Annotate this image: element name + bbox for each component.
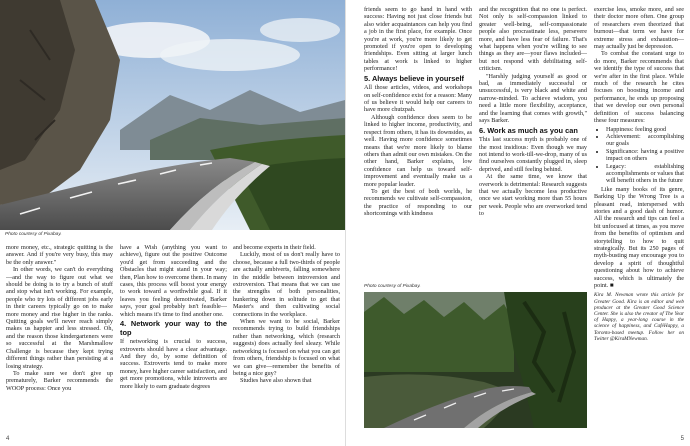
photo-credit: Photo courtesy of Pixabay. [364, 284, 421, 289]
paragraph: more money, etc., strategic quitting is the answer. And if you're very busy, this may be the only answer." [6, 244, 113, 266]
paragraph: In other words, we can't do everything—and the way to figure out what we should be doing is to try a bunch of stuff and stop what isn't working. For example, people who try lots of different jobs early in their careers typically go on to make more money and rise higher in the ranks. Quitting goals we'll never reach simply makes us happier and less stressed. Oh, and the reason those kindergarteners were so successful at the Marshmallow Challenge is because they kept trying different things rather than persisting at a losing strategy. [6, 266, 113, 370]
section-heading: 4. Network your way to the top [120, 319, 227, 337]
right-column-3 [594, 6, 684, 434]
list-item: • Achievement: accomplishing our goals [606, 133, 684, 148]
paragraph: This last success myth is probably one of the most insidious: Even though we may not intend to work-till-we-drop, many of us find ourselves constantly plugged in, sleep deprived, and still feeling behind. [479, 136, 587, 173]
paragraph: have a Wish (anything you want to achieve), figure out the positive Outcome you'd get from succeeding and the Obstacles that might stand in your way; then, Plan how to overcome them. In many cases, this process will boost your energy to work toward a worthwhile goal. If it leaves you feeling demotivated, Barker says, your goal probably isn't feasible—which means it's time to find another one. [120, 244, 227, 318]
section-heading: 5. Always believe in yourself [364, 73, 464, 83]
paragraph: Studies have also shown that [240, 377, 312, 385]
paragraph: All those articles, videos, and workshops on self-confidence exist for a reason: Many of us believe it would help our careers to have more chutzpah. [364, 84, 472, 114]
page-number: 4 [6, 436, 10, 442]
right-page [346, 0, 690, 446]
paragraph: At the same time, we know that overwork is detrimental: Research suggests that we actually become less productive once we start working more than 55 hours per week. People who are overworked tend to [479, 173, 587, 218]
paragraph: "Harshly judging yourself as good or bad, as immediately successful or unsuccessful, is very black and white and narrow-minded. To achieve wisdom, you need a little more flexibility, acceptance, and the learning that comes with growth," says Barker. [479, 72, 587, 125]
paragraph: To get the best of both worlds, he recommends we cultivate self-compassion, the practice of responding to our shortcomings with kindness [364, 187, 472, 218]
paragraph: To combat the constant urge to do more, Barker recommends that we identify the type of success that we're after in the first place. While much of the research he cites focuses on boosting income and performance, he ends up proposing that we develop our own personal definition of success balancing these four measures: [594, 50, 684, 125]
mountain-road-photo [0, 0, 345, 230]
list-item: • Significance: having a positive impact on others [606, 148, 684, 163]
paragraph: When we want to be social, Barker recommends trying to build friendships rather than networking, which (research suggests) does actually feel sleazy. While networking is focused on what you can get from others, friendship is focused on what we can give—remember the benefits of being a nice guy? [233, 318, 340, 377]
list-item: • Legacy: establishing accomplishments or values that will benefit others in the future [606, 163, 684, 185]
paragraph: To make sure we don't give up prematurely, Barker recommends the WOOP process: Once you [6, 369, 113, 392]
paragraph: friends seem to go hand in hand with success: Having not just close friends but also wider acquaintances can help you find a job in the first place, for example. Once you're at work, you're more likely to get promoted if you're open to developing friendships. Even sitting at larger lunch tables at work is linked to higher performance! [364, 6, 472, 73]
page-number: 5 [680, 436, 684, 442]
paragraph: and the recognition that no one is perfect. Not only is self-compassion linked to greater well-being, self-compassionate people also procrastinate less, persevere more, and have less fear of failure. That's what happens when you're willing to see things as they are—your flaws included—but not respond with debilitating self-criticism. [479, 6, 587, 73]
paragraph: Luckily, most of us don't really have to choose, because a full two-thirds of people are actually ambiverts, falling somewhere in the middle between introversion and extroversion. That means that we can use the strengths of both personalities, hunkering down in solitude to get that Master's and then cultivating social connections in the workplace. [233, 251, 340, 318]
paragraph: If networking is crucial to success, extroverts should have a clear advantage. And they do, by some definition of success. Extroverts tend to make more money, have higher career satisfaction, and get more promotions, while introverts are more likely to earn graduate degrees [120, 338, 227, 390]
section-heading: 6. Work as much as you can [479, 125, 578, 135]
paragraph: exercise less, smoke more, and see their doctor more often. One group of researchers even theorized that burnout—that term we have for extreme stress and exhaustion—may actually just be depression. [594, 6, 684, 51]
mountain-road-illustration [0, 0, 345, 230]
left-column-1 [6, 244, 113, 432]
right-column-2 [479, 6, 587, 271]
photo-credit: Photo courtesy of Pixabay. [5, 232, 62, 237]
success-measures-list [606, 126, 684, 185]
paragraph: and become experts in their field. [233, 244, 316, 251]
left-column-2 [120, 244, 227, 432]
paragraph: Although confidence does seem to be linked to higher income, productivity, and respect from others, it has its downsides, as well. Having more confidence sometimes means that we're more likely to blame others than admit our own mistakes. On the other hand, Barker explains, low confidence can help us toward self-improvement and eventually make us a more popular leader. [364, 113, 472, 188]
list-item: • Happiness: feeling good [606, 126, 684, 133]
forest-road-illustration [364, 292, 587, 428]
author-bio: Kira M. Newman wrote this article for Greater Good. Kira is an editor and web producer at the Greater Good Science Center. She is also the creator of The Year of Happy, a year-long course in the science of happiness, and CaféHappy, a Toronto-based meetup. Follow her on Twitter @KiraMNewman. [594, 292, 684, 342]
left-column-3 [233, 244, 340, 432]
right-column-1 [364, 6, 472, 271]
paragraph: Like many books of its genre, Barking Up the Wrong Tree is a pleasant read, interspersed with stories and a good dash of humor. All the research and tips can feel a bit unfocused at times, as you move from the benefits of optimism and storytelling to how to quit strategically. But its 250 pages of myth-busting may encourage you to develop a spirit of thoughtful questioning about how to achieve success, which is ultimately the point. ■ [594, 185, 684, 290]
forest-road-photo [364, 292, 587, 428]
